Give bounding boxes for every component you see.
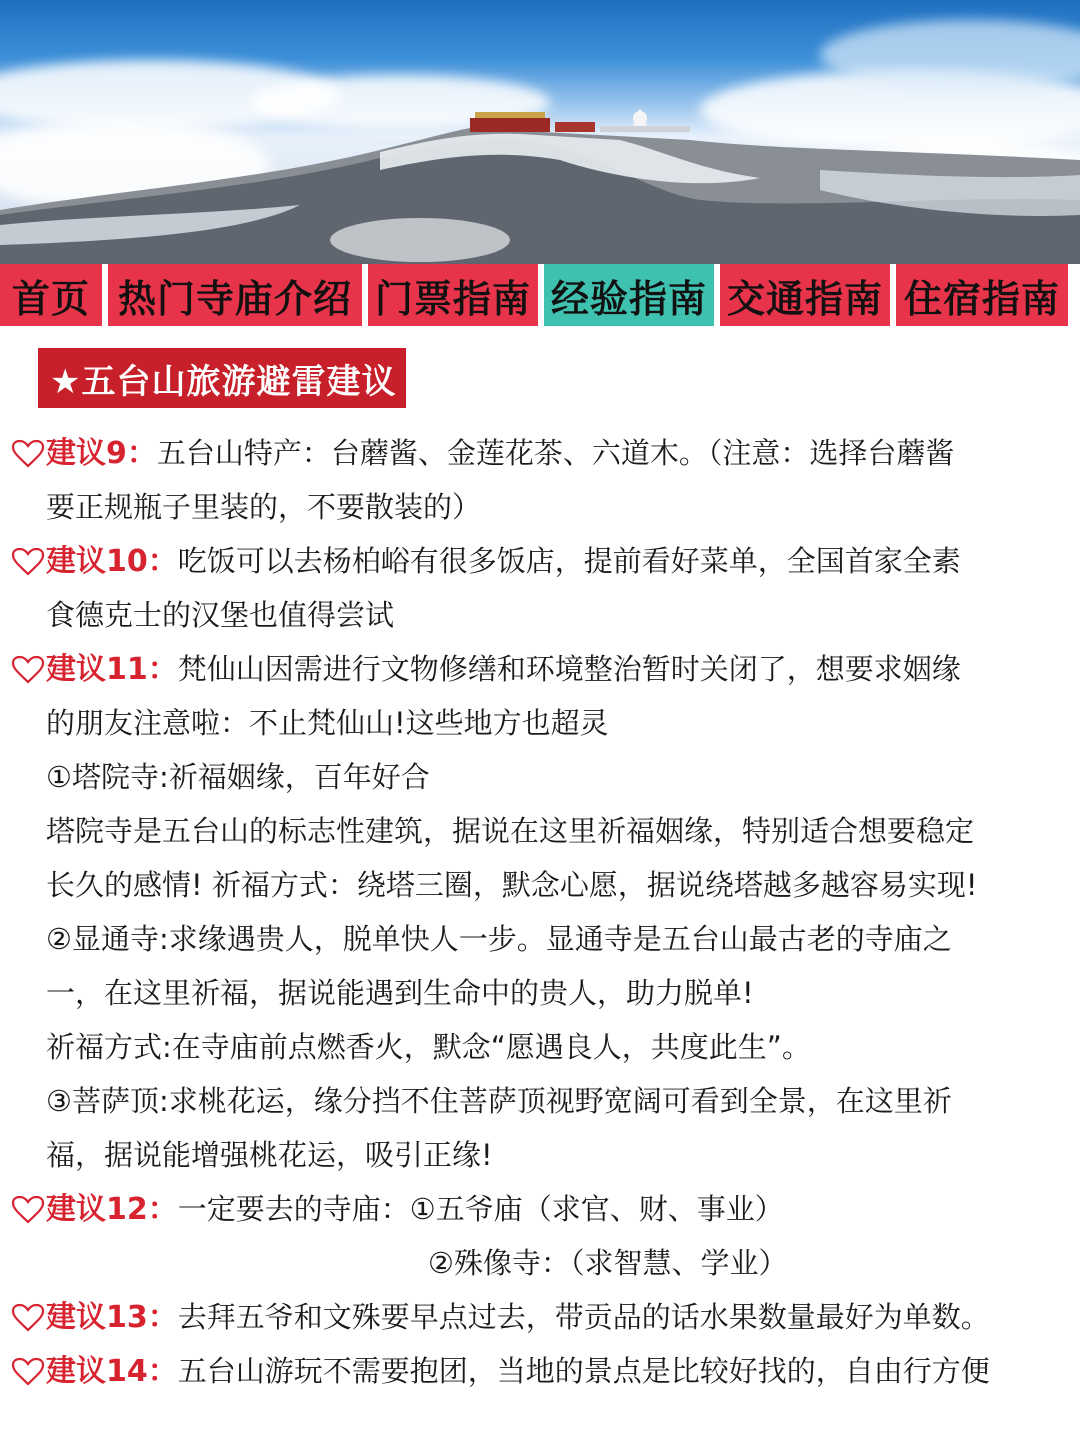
tip-14 — [10, 1344, 990, 1398]
tip-label: 建议14： — [46, 1354, 178, 1389]
tip-text: 塔院寺是五台山的标志性建筑，据说在这里祈福姻缘，特别适合想要稳定 — [46, 814, 975, 848]
tab-lodging-guide[interactable]: 住宿指南 — [896, 264, 1068, 326]
tip-text: 去拜五爷和文殊要早点过去，带贡品的话水果数量最好为单数。 — [177, 1300, 990, 1334]
mountain-illustration — [0, 0, 1080, 264]
tip-text: ②殊像寺：（求智慧、学业） — [428, 1246, 788, 1280]
tab-transport-guide[interactable]: 交通指南 — [720, 264, 890, 326]
tip-text: 吃饭可以去杨柏峪有很多饭店，提前看好菜单，全国首家全素 — [177, 544, 961, 578]
tip-text: 食德克士的汉堡也值得尝试 — [46, 598, 395, 632]
tip-text: 长久的感情! 祈福方式：绕塔三圈，默念心愿，据说绕塔越多越容易实现! — [46, 868, 978, 902]
tip-text: 要正规瓶子里装的，不要散装的） — [46, 490, 482, 524]
tip-text: 五台山游玩不需要抱团，当地的景点是比较好找的，自由行方便 — [177, 1354, 990, 1388]
heart-icon — [10, 438, 46, 468]
category-nav — [0, 264, 1080, 326]
tab-experience-guide[interactable]: 经验指南 — [544, 264, 714, 326]
tip-label: 建议11： — [46, 652, 178, 687]
tip-text: 一，在这里祈福，据说能遇到生命中的贵人，助力脱单! — [46, 976, 754, 1010]
tab-ticket-guide[interactable]: 门票指南 — [368, 264, 538, 326]
tip-13 — [10, 1290, 990, 1344]
heart-icon — [10, 546, 46, 576]
hero-photo — [0, 0, 1080, 264]
tip-10 — [10, 534, 961, 588]
tab-popular-temples[interactable]: 热门寺庙介绍 — [108, 264, 362, 326]
tab-home[interactable]: 首页 — [0, 264, 102, 326]
tip-11 — [10, 642, 961, 696]
tip-label: 建议10： — [46, 544, 178, 579]
section-title: ★五台山旅游避雷建议 — [38, 348, 406, 408]
tip-text: 福，据说能增强桃花运，吸引正缘! — [46, 1138, 493, 1172]
heart-icon — [10, 1194, 46, 1224]
tip-label: 建议12： — [46, 1192, 178, 1227]
heart-icon — [10, 1356, 46, 1386]
tip-text: 一定要去的寺庙：①五爷庙（求官、财、事业） — [177, 1192, 784, 1226]
tip-text: 五台山特产：台蘑酱、金莲花茶、六道木。（注意：选择台蘑酱 — [156, 436, 955, 470]
tip-text: 祈福方式:在寺庙前点燃香火，默念“愿遇良人，共度此生”。 — [46, 1030, 811, 1064]
tip-12 — [10, 1182, 784, 1236]
tip-9 — [10, 426, 954, 480]
tip-text: 梵仙山因需进行文物修缮和环境整治暂时关闭了，想要求姻缘 — [177, 652, 961, 686]
tip-text: ①塔院寺:祈福姻缘，百年好合 — [46, 760, 430, 794]
tip-label: 建议13： — [46, 1300, 178, 1335]
tip-text: ③菩萨顶:求桃花运，缘分挡不住菩萨顶视野宽阔可看到全景，在这里祈 — [46, 1084, 952, 1118]
tip-label: 建议9： — [46, 436, 157, 471]
tip-text: ②显通寺:求缘遇贵人，脱单快人一步。显通寺是五台山最古老的寺庙之 — [46, 922, 952, 956]
heart-icon — [10, 654, 46, 684]
tip-text: 的朋友注意啦：不止梵仙山!这些地方也超灵 — [46, 706, 609, 740]
heart-icon — [10, 1302, 46, 1332]
